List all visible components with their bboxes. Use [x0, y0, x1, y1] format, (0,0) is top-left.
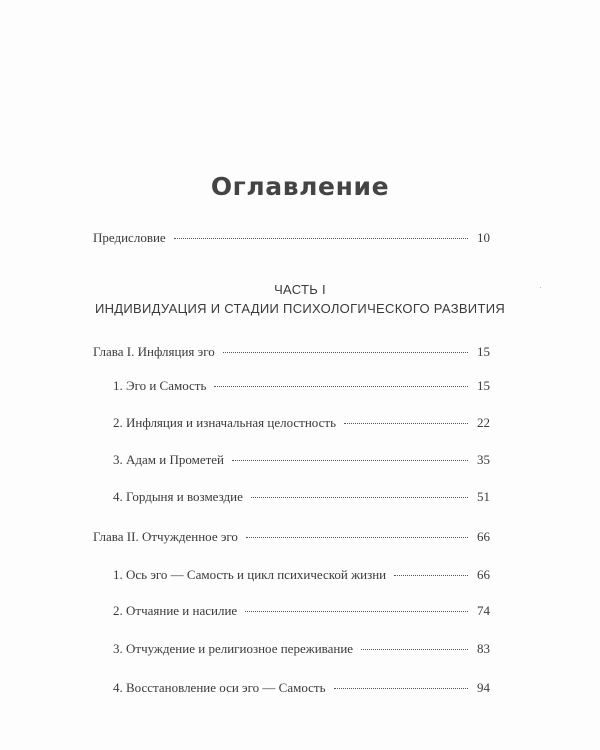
toc-entry-chapter: [93, 529, 490, 549]
dot-leader: [214, 385, 468, 387]
dot-leader: [334, 687, 468, 689]
toc-entry-section: [113, 680, 490, 700]
toc-entry-label: Предисловие: [93, 230, 166, 245]
dot-leader: [232, 459, 468, 461]
toc-entry-page: 15: [477, 344, 490, 359]
dot-leader: [245, 610, 468, 612]
toc-entry-section: [113, 378, 490, 398]
toc-entry-label: 2. Инфляция и изначальная целостность: [113, 415, 337, 430]
toc-entry-chapter: [93, 344, 490, 364]
toc-entry-label: Глава II. Отчужденное эго: [93, 529, 238, 544]
toc-entry-section: [113, 641, 490, 661]
toc-entry-label: 1. Эго и Самость: [113, 378, 207, 393]
toc-entry-page: 15: [477, 378, 490, 393]
toc-entry-preface: [93, 230, 490, 250]
toc-entry-section: [113, 603, 490, 623]
toc-entry-section: [113, 567, 490, 587]
toc-entry-page: 83: [477, 641, 490, 656]
toc-entry-section: [113, 415, 490, 435]
toc-entry-page: 22: [477, 415, 490, 430]
toc-entry-page: 66: [477, 529, 490, 544]
toc-entry-page: 51: [477, 489, 490, 504]
toc-entry-label: 2. Отчаяние и насилие: [113, 603, 238, 618]
toc-entry-label: 3. Адам и Прометей: [113, 452, 225, 467]
page-title: Оглавление: [210, 172, 390, 201]
toc-entry-label: Глава I. Инфляция эго: [93, 344, 215, 359]
toc-entry-page: 74: [477, 603, 490, 618]
toc-entry-section: [113, 452, 490, 472]
toc-entry-page: 94: [477, 680, 490, 695]
dot-leader: [174, 237, 468, 239]
toc-entry-label: 3. Отчуждение и религиозное переживание: [113, 641, 354, 656]
dot-leader: [361, 648, 468, 650]
toc-entry-section: [113, 489, 490, 509]
dot-leader: [251, 496, 468, 498]
toc-entry-page: 66: [477, 567, 490, 582]
part-number: ЧАСТЬ I: [274, 282, 326, 297]
toc-entry-label: 4. Гордыня и возмездие: [113, 489, 243, 504]
dot-leader: [223, 351, 468, 353]
dot-leader: [344, 422, 468, 424]
dot-leader: [394, 574, 468, 576]
toc-entry-label: 1. Ось эго — Самость и цикл психической жизни: [113, 567, 387, 582]
print-speck: [540, 287, 541, 288]
toc-entry-label: 4. Восстановление оси эго — Самость: [113, 680, 326, 695]
dot-leader: [246, 536, 468, 538]
toc-entry-page: 10: [477, 230, 490, 245]
part-title: ИНДИВИДУАЦИЯ И СТАДИИ ПСИХОЛОГИЧЕСКОГО РАЗВИТИЯ: [94, 301, 506, 316]
toc-entry-page: 35: [477, 452, 490, 467]
